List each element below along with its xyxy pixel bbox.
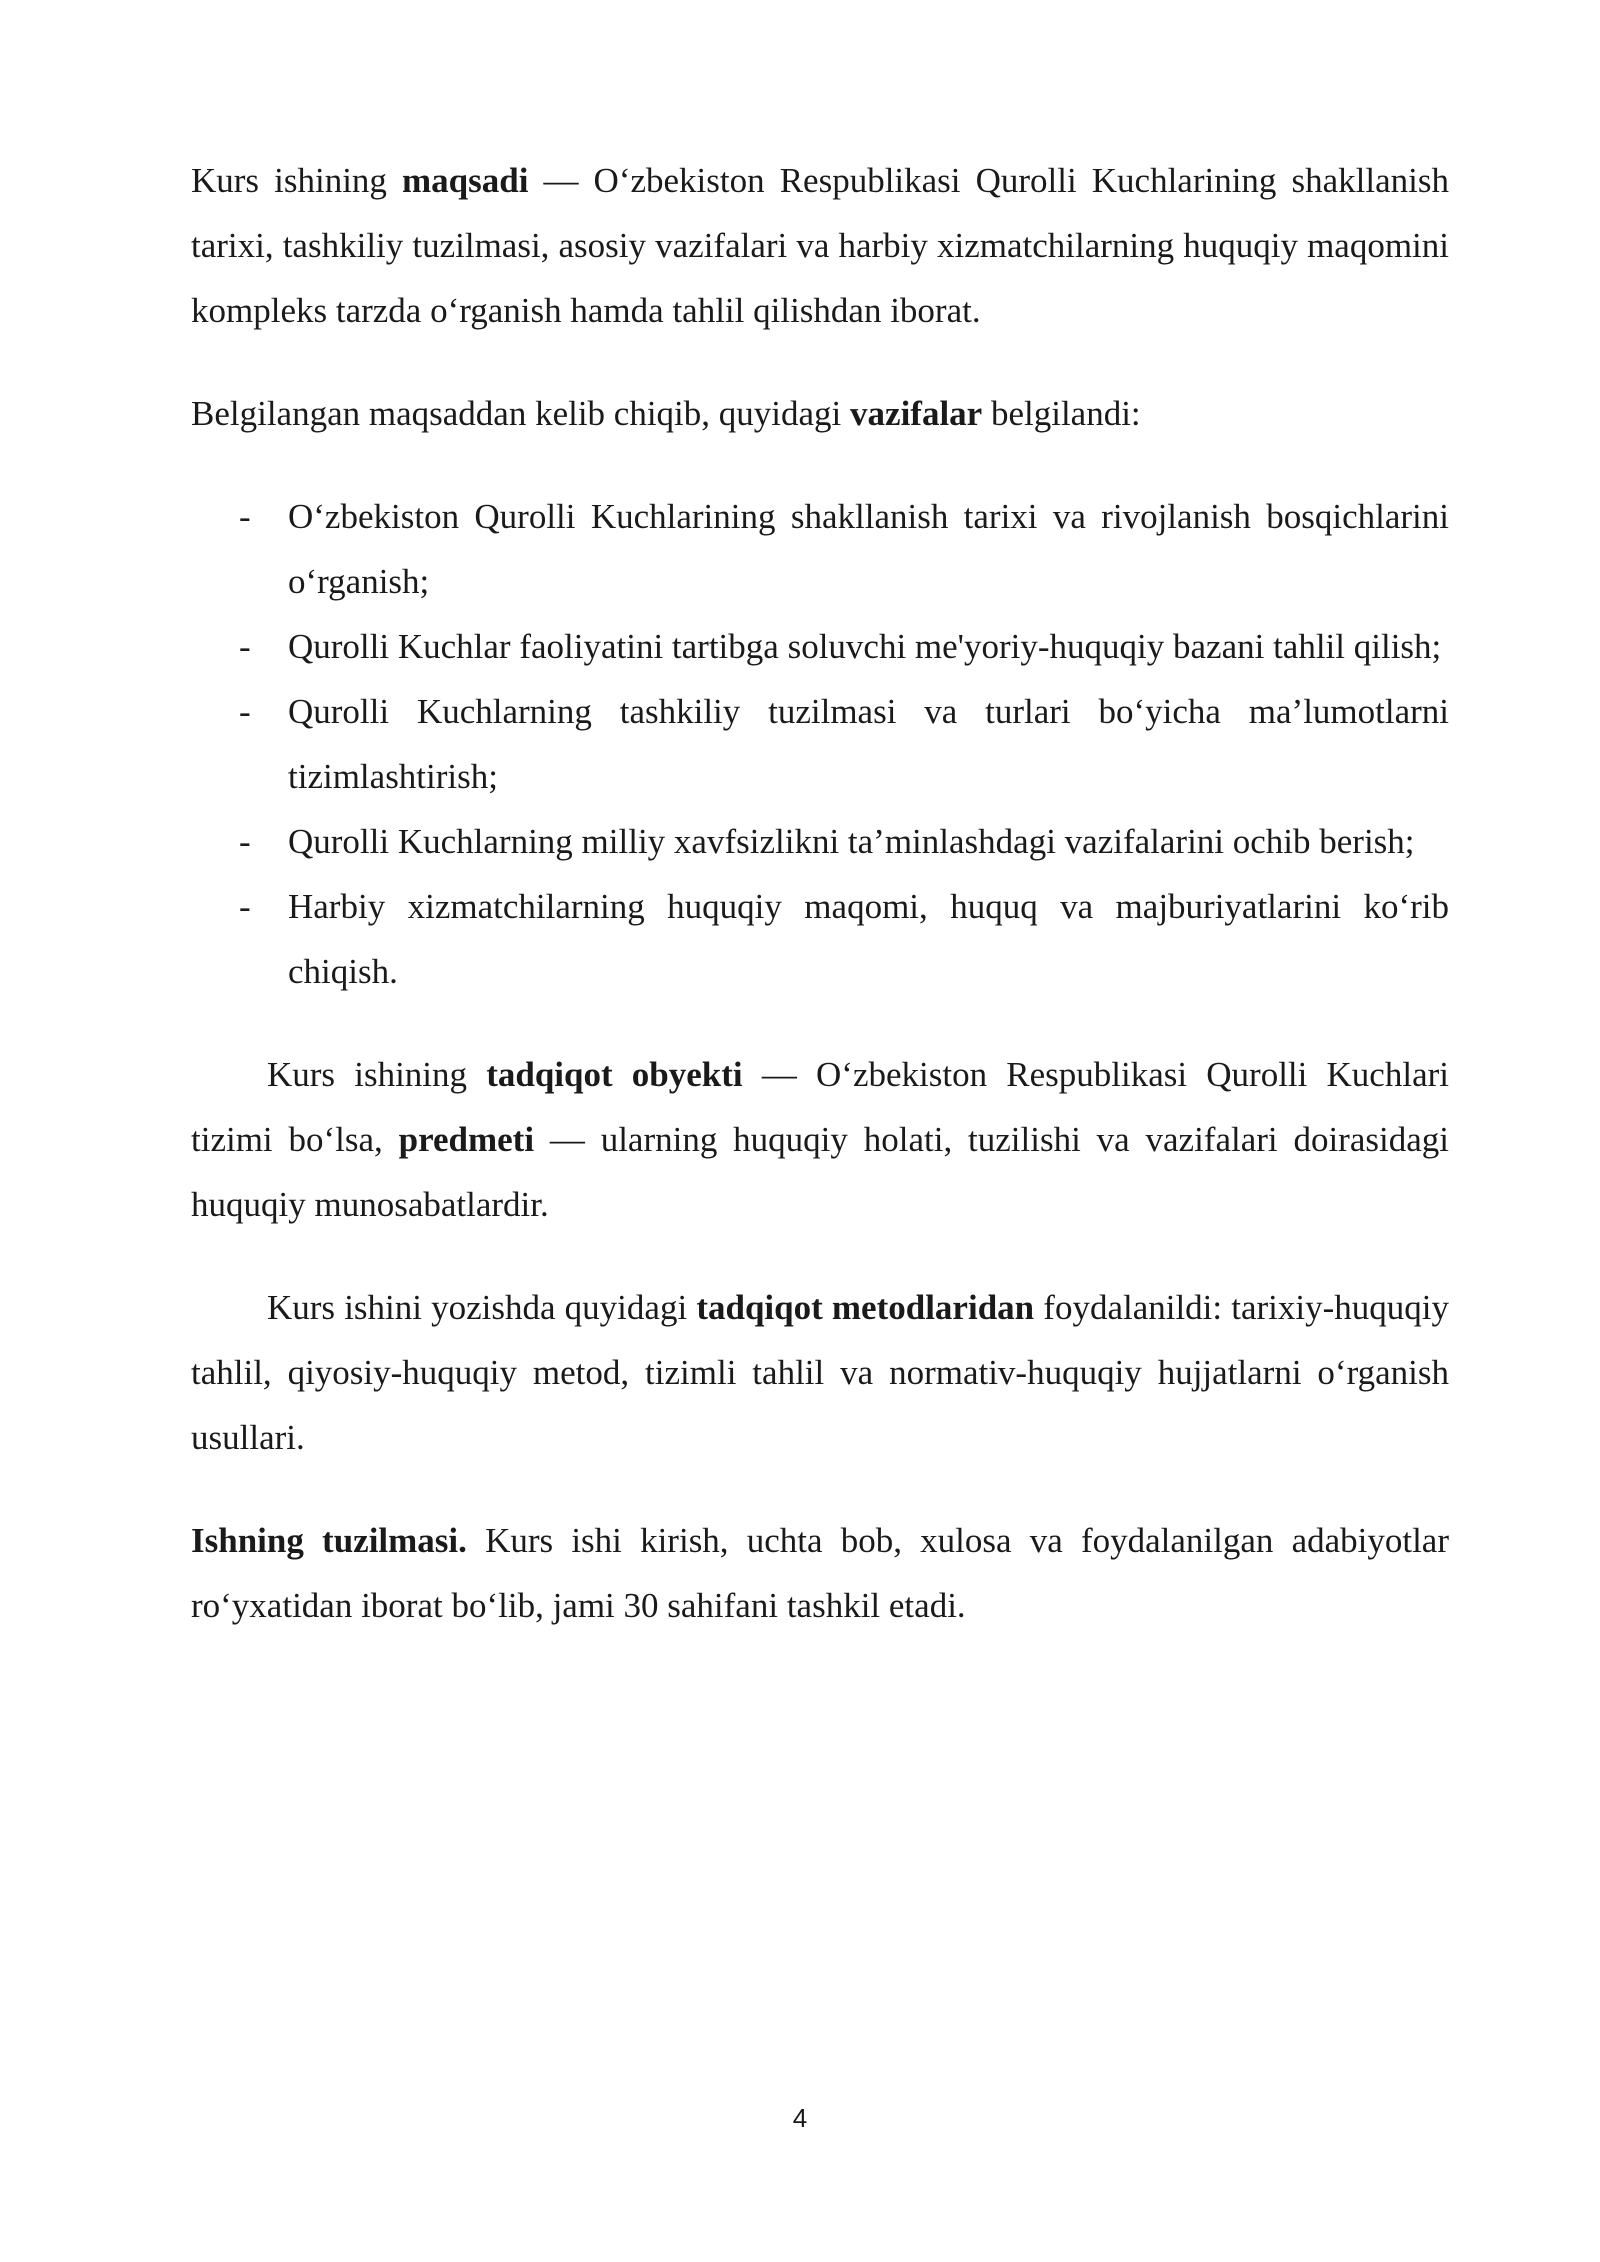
list-item: - O‘zbekiston Qurolli Kuchlarining shakllanish tarixi va rivojlanish bosqichlarini o‘rganish;	[288, 484, 1449, 614]
paragraph-gap	[191, 1237, 1449, 1275]
structure-paragraph: Ishning tuzilmasi. Kurs ishi kirish, uchta bob, xulosa va foydalanilgan adabiyotlar ro‘yxatidan iborat bo‘lib, jami 30 sahifani tashkil etadi.	[191, 1521, 1449, 1625]
structure-keyword: Ishning tuzilmasi.	[191, 1521, 467, 1560]
list-bullet: -	[239, 887, 251, 926]
methods-keyword: tadqiqot metodlaridan	[696, 1288, 1035, 1327]
list-bullet: -	[239, 692, 251, 731]
list-bullet: -	[239, 627, 251, 666]
list-item: - Qurolli Kuchlarning milliy xavfsizlikni ta’minlashdagi vazifalarini ochib berish;	[288, 809, 1449, 874]
methods-paragraph: Kurs ishini yozishda quyidagi tadqiqot metodlaridan foydalanildi: tarixiy-huquqiy tahlil, qiyosiy-huquqiy metod, tizimli tahlil va normativ-huquqiy hujjatlarni o‘rganish usullari.	[191, 1288, 1450, 1457]
purpose-paragraph: Kurs ishining maqsadi — O‘zbekiston Respublikasi Qurolli Kuchlarining shakllanish tarixi, tashkiliy tuzilmasi, asosiy vazifalari va harbiy xizmatchilarning huquqiy maqomini kompleks tarzda o‘rganish hamda tahlil qilishdan iborat.	[191, 161, 1449, 330]
list-item: - Qurolli Kuchlar faoliyatini tartibga soluvchi me'yoriy-huquqiy bazani tahlil qilish;	[288, 614, 1449, 679]
paragraph-gap	[191, 343, 1449, 381]
paragraph-gap	[191, 446, 1449, 484]
paragraph-gap	[191, 1004, 1449, 1042]
page-number: 4	[792, 2103, 808, 2133]
object-keyword: tadqiqot obyekti	[486, 1055, 743, 1094]
tasks-keyword: vazifalar	[850, 394, 983, 433]
subject-keyword: predmeti	[398, 1120, 535, 1159]
document-page	[191, 148, 1449, 1638]
tasks-intro-paragraph: Belgilangan maqsaddan kelib chiqib, quyidagi vazifalar belgilandi:	[191, 394, 1141, 433]
list-bullet: -	[239, 822, 251, 861]
tasks-list	[191, 484, 1449, 1004]
list-bullet: -	[239, 497, 251, 536]
list-item: - Harbiy xizmatchilarning huquqiy maqomi, huquq va majburiyatlarini ko‘rib chiqish.	[288, 874, 1449, 1004]
purpose-keyword: maqsadi	[401, 161, 529, 200]
list-item: - Qurolli Kuchlarning tashkiliy tuzilmasi va turlari bo‘yicha ma’lumotlarni tizimlashtirish;	[288, 679, 1449, 809]
paragraph-gap	[191, 1470, 1449, 1508]
object-paragraph: Kurs ishining tadqiqot obyekti — O‘zbekiston Respublikasi Qurolli Kuchlari tizimi bo‘lsa, predmeti — ularning huquqiy holati, tuzilishi va vazifalari doirasidagi huquqiy munosabatlardir.	[191, 1055, 1449, 1224]
